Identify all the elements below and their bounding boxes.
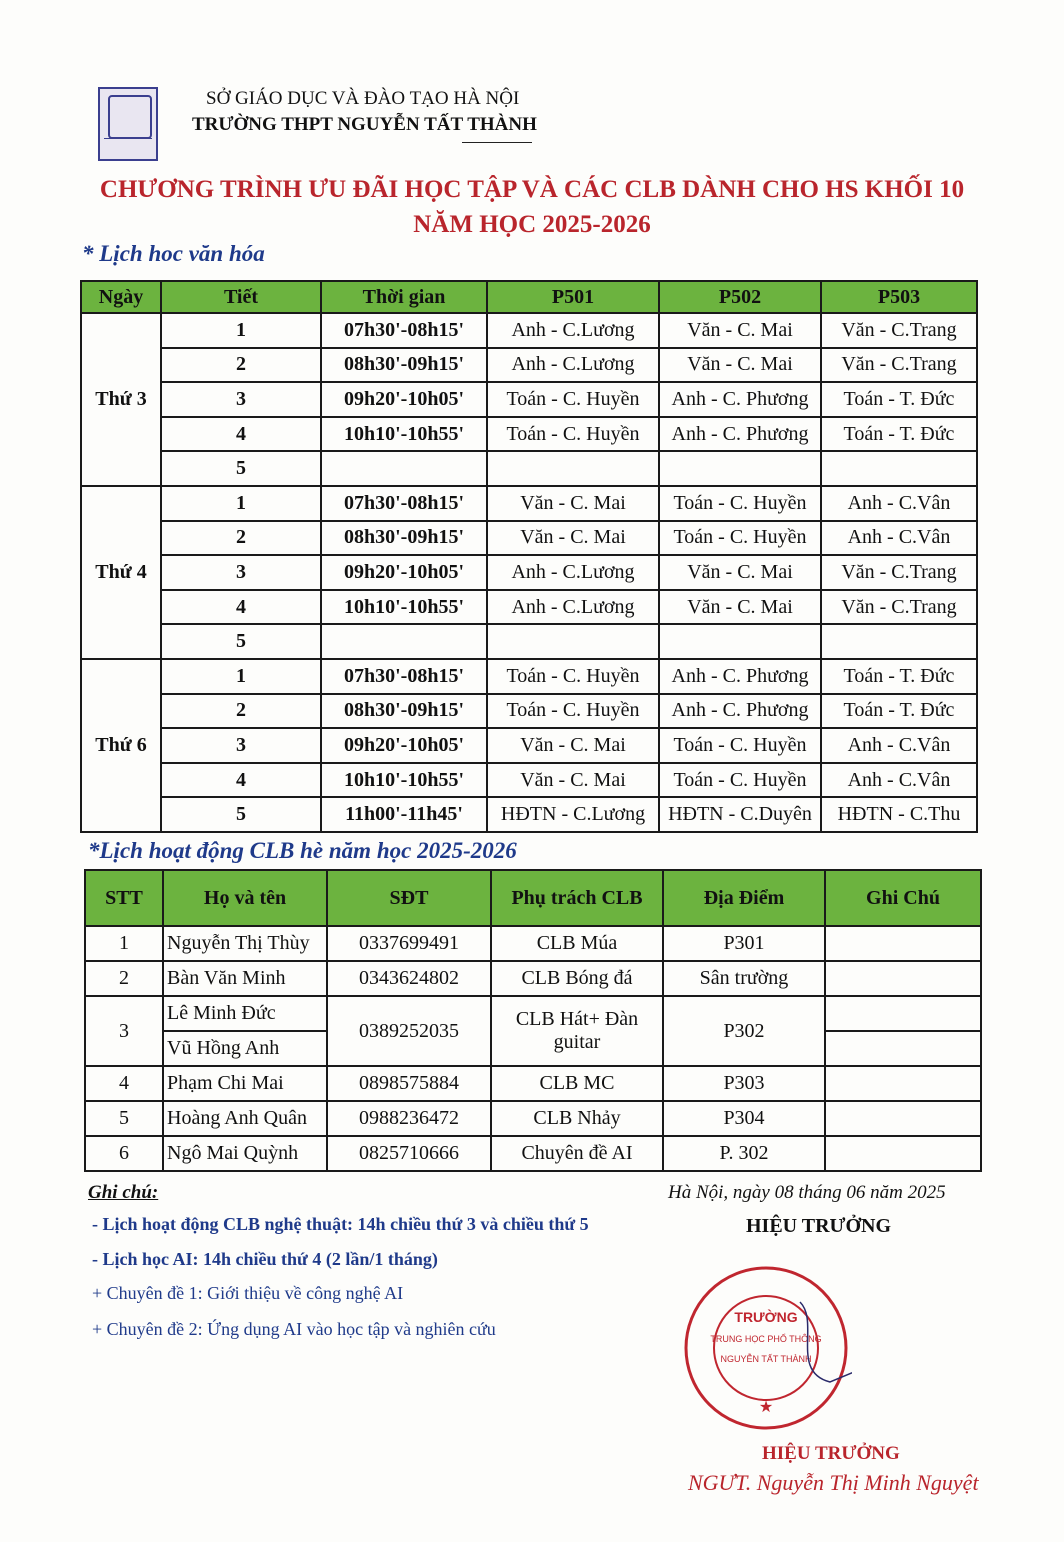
schedule-row	[81, 555, 977, 590]
club-note-cell	[825, 1101, 981, 1136]
club-place-cell: P301	[663, 926, 825, 961]
schedule-room-cell: Văn - C.Trang	[821, 313, 977, 348]
schedule-room-cell: Anh - C. Phương	[659, 659, 821, 694]
clubs-row	[85, 1066, 981, 1101]
clubs-header-cell: Phụ trách CLB	[491, 870, 663, 926]
schedule-room-cell: Văn - C. Mai	[487, 763, 659, 798]
schedule-row	[81, 417, 977, 452]
schedule-room-cell: Văn - C. Mai	[487, 521, 659, 556]
clubs-section-title: *Lịch hoạt động CLB hè năm học 2025-2026	[88, 838, 517, 863]
schedule-time-cell: 10h10'-10h55'	[321, 763, 487, 798]
schedule-room-cell: Anh - C.Lương	[487, 348, 659, 383]
schedule-header-cell: Thời gian	[321, 281, 487, 313]
schedule-room-cell: Toán - C. Huyền	[659, 728, 821, 763]
schedule-period-cell: 4	[161, 763, 321, 798]
schedule-time-cell	[321, 451, 487, 486]
schedule-row	[81, 521, 977, 556]
club-name-cell: Hoàng Anh Quân	[163, 1101, 327, 1136]
schedule-period-cell: 5	[161, 451, 321, 486]
schedule-room-cell: Anh - C.Lương	[487, 590, 659, 625]
page-subtitle: NĂM HỌC 2025-2026	[413, 211, 651, 238]
schedule-room-cell: Văn - C. Mai	[487, 728, 659, 763]
schedule-room-cell	[487, 451, 659, 486]
club-name-cell: Bàn Văn Minh	[163, 961, 327, 996]
clubs-row	[85, 1101, 981, 1136]
signature-title: HIỆU TRƯỞNG	[746, 1215, 892, 1237]
clubs-row	[85, 926, 981, 961]
schedule-room-cell: Văn - C. Mai	[659, 590, 821, 625]
schedule-room-cell: Anh - C.Vân	[821, 728, 977, 763]
schedule-time-cell: 10h10'-10h55'	[321, 590, 487, 625]
club-note-cell	[825, 1066, 981, 1101]
schedule-header-row	[81, 281, 977, 313]
svg-text:NGUYỄN TẤT THÀNH: NGUYỄN TẤT THÀNH	[720, 1354, 812, 1364]
clubs-header-cell: SĐT	[327, 870, 491, 926]
schedule-day-cell: Thứ 3	[81, 313, 161, 486]
club-phone-cell: 0988236472	[327, 1101, 491, 1136]
schedule-row	[81, 659, 977, 694]
schedule-room-cell: Văn - C. Mai	[659, 555, 821, 590]
club-note-cell	[825, 996, 981, 1031]
schedule-room-cell: Văn - C. Mai	[659, 313, 821, 348]
schedule-row	[81, 382, 977, 417]
schedule-room-cell: Văn - C.Trang	[821, 590, 977, 625]
schedule-room-cell: Anh - C.Vân	[821, 521, 977, 556]
notes-label: Ghi chú:	[88, 1182, 159, 1203]
note-item: - Lịch hoạt động CLB nghệ thuật: 14h chiều thứ 3 và chiều thứ 5	[92, 1214, 589, 1234]
schedule-row	[81, 728, 977, 763]
clubs-header-cell: Họ và tên	[163, 870, 327, 926]
signer-title: HIỆU TRƯỞNG	[762, 1443, 900, 1464]
club-name-cell: Ngô Mai Quỳnh	[163, 1136, 327, 1171]
clubs-header-row	[85, 870, 981, 926]
schedule-day-cell: Thứ 4	[81, 486, 161, 659]
schedule-room-cell: Anh - C.Vân	[821, 486, 977, 521]
school-logo-icon	[98, 87, 158, 161]
page-title: CHƯƠNG TRÌNH ƯU ĐÃI HỌC TẬP VÀ CÁC CLB DÀNH CHO HS KHỐI 10	[99, 176, 965, 203]
club-name-cell: Vũ Hồng Anh	[163, 1031, 327, 1066]
club-lead-cell: CLB MC	[491, 1066, 663, 1101]
schedule-time-cell: 07h30'-08h15'	[321, 486, 487, 521]
schedule-row	[81, 348, 977, 383]
class-schedule-table	[80, 280, 978, 833]
club-note-cell	[825, 961, 981, 996]
schedule-time-cell: 08h30'-09h15'	[321, 521, 487, 556]
schedule-header-cell: Tiết	[161, 281, 321, 313]
club-place-cell: P304	[663, 1101, 825, 1136]
club-note-cell	[825, 1031, 981, 1066]
schedule-time-cell: 09h20'-10h05'	[321, 555, 487, 590]
school-seal-icon	[680, 1262, 852, 1434]
schedule-room-cell: Anh - C. Phương	[659, 694, 821, 729]
club-phone-cell: 0343624802	[327, 961, 491, 996]
note-item: + Chuyên đề 2: Ứng dụng AI vào học tập và nghiên cứu	[92, 1319, 496, 1339]
schedule-period-cell: 1	[161, 659, 321, 694]
schedule-row	[81, 694, 977, 729]
schedule-header-cell: Ngày	[81, 281, 161, 313]
club-place-cell: Sân trường	[663, 961, 825, 996]
note-item: + Chuyên đề 1: Giới thiệu về công nghệ AI	[92, 1283, 404, 1303]
schedule-room-cell: HĐTN - C.Thu	[821, 797, 977, 832]
club-stt-cell: 6	[85, 1136, 163, 1171]
schedule-room-cell: Toán - T. Đức	[821, 382, 977, 417]
schedule-period-cell: 3	[161, 382, 321, 417]
org-school: TRƯỜNG THPT NGUYỄN TẤT THÀNH	[192, 114, 537, 135]
schedule-room-cell: Toán - C. Huyền	[487, 694, 659, 729]
club-place-cell: P303	[663, 1066, 825, 1101]
clubs-header-cell: STT	[85, 870, 163, 926]
schedule-room-cell: Toán - T. Đức	[821, 417, 977, 452]
schedule-room-cell: Toán - T. Đức	[821, 694, 977, 729]
schedule-row	[81, 590, 977, 625]
schedule-room-cell	[659, 624, 821, 659]
clubs-row	[85, 961, 981, 996]
schedule-time-cell: 11h00'-11h45'	[321, 797, 487, 832]
schedule-header-cell: P503	[821, 281, 977, 313]
club-note-cell	[825, 926, 981, 961]
schedule-row	[81, 797, 977, 832]
schedule-room-cell: Anh - C. Phương	[659, 382, 821, 417]
schedule-room-cell: Anh - C.Vân	[821, 763, 977, 798]
schedule-room-cell	[821, 451, 977, 486]
club-lead-cell: CLB Bóng đá	[491, 961, 663, 996]
signer-name: NGƯT. Nguyễn Thị Minh Nguyệt	[688, 1470, 979, 1495]
schedule-time-cell: 07h30'-08h15'	[321, 659, 487, 694]
schedule-room-cell	[487, 624, 659, 659]
club-name-cell: Nguyễn Thị Thùy	[163, 926, 327, 961]
schedule-period-cell: 1	[161, 313, 321, 348]
schedule-room-cell: Toán - C. Huyền	[659, 521, 821, 556]
club-phone-cell: 0825710666	[327, 1136, 491, 1171]
schedule-period-cell: 3	[161, 728, 321, 763]
schedule-room-cell: Anh - C. Phương	[659, 417, 821, 452]
schedule-period-cell: 1	[161, 486, 321, 521]
schedule-room-cell	[659, 451, 821, 486]
club-stt-cell: 2	[85, 961, 163, 996]
schedule-room-cell: Anh - C.Lương	[487, 555, 659, 590]
clubs-row	[85, 996, 981, 1031]
schedule-header-cell: P501	[487, 281, 659, 313]
org-department: SỞ GIÁO DỤC VÀ ĐÀO TẠO HÀ NỘI	[206, 88, 520, 109]
schedule-period-cell: 2	[161, 521, 321, 556]
header-underline	[462, 142, 532, 143]
clubs-header-cell: Địa Điểm	[663, 870, 825, 926]
svg-text:TRUNG HỌC PHỔ THÔNG: TRUNG HỌC PHỔ THÔNG	[710, 1334, 822, 1344]
schedule-room-cell: Anh - C.Lương	[487, 313, 659, 348]
schedule-row	[81, 763, 977, 798]
schedule-room-cell: Toán - C. Huyền	[487, 417, 659, 452]
schedule-period-cell: 2	[161, 694, 321, 729]
schedule-header-cell: P502	[659, 281, 821, 313]
club-name-cell: Phạm Chi Mai	[163, 1066, 327, 1101]
club-phone-cell: 0389252035	[327, 996, 491, 1066]
club-name-cell: Lê Minh Đức	[163, 996, 327, 1031]
schedule-period-cell: 3	[161, 555, 321, 590]
svg-text:★: ★	[758, 1399, 774, 1416]
schedule-period-cell: 5	[161, 797, 321, 832]
schedule-period-cell: 2	[161, 348, 321, 383]
club-place-cell: P302	[663, 996, 825, 1066]
schedule-room-cell: Toán - C. Huyền	[659, 763, 821, 798]
signature-date: Hà Nội, ngày 08 tháng 06 năm 2025	[668, 1182, 946, 1203]
club-stt-cell: 4	[85, 1066, 163, 1101]
schedule-section-title: * Lịch hoc văn hóa	[82, 241, 265, 266]
schedule-day-cell: Thứ 6	[81, 659, 161, 832]
schedule-time-cell	[321, 624, 487, 659]
clubs-table	[84, 869, 982, 1172]
svg-text:TRƯỜNG: TRƯỜNG	[734, 1309, 798, 1325]
clubs-row	[85, 1136, 981, 1171]
club-stt-cell: 5	[85, 1101, 163, 1136]
club-lead-cell: CLB Nhảy	[491, 1101, 663, 1136]
schedule-room-cell: HĐTN - C.Duyên	[659, 797, 821, 832]
schedule-room-cell: Toán - C. Huyền	[487, 659, 659, 694]
schedule-period-cell: 4	[161, 417, 321, 452]
schedule-row	[81, 624, 977, 659]
schedule-room-cell: Văn - C.Trang	[821, 348, 977, 383]
schedule-time-cell: 10h10'-10h55'	[321, 417, 487, 452]
schedule-row	[81, 313, 977, 348]
club-lead-cell: CLB Múa	[491, 926, 663, 961]
schedule-room-cell	[821, 624, 977, 659]
club-phone-cell: 0898575884	[327, 1066, 491, 1101]
schedule-time-cell: 07h30'-08h15'	[321, 313, 487, 348]
club-place-cell: P. 302	[663, 1136, 825, 1171]
schedule-time-cell: 09h20'-10h05'	[321, 382, 487, 417]
club-phone-cell: 0337699491	[327, 926, 491, 961]
schedule-time-cell: 08h30'-09h15'	[321, 694, 487, 729]
clubs-header-cell: Ghi Chú	[825, 870, 981, 926]
club-stt-cell: 1	[85, 926, 163, 961]
schedule-room-cell: Văn - C.Trang	[821, 555, 977, 590]
schedule-period-cell: 4	[161, 590, 321, 625]
schedule-row	[81, 486, 977, 521]
club-note-cell	[825, 1136, 981, 1171]
schedule-room-cell: Văn - C. Mai	[659, 348, 821, 383]
schedule-room-cell: Toán - C. Huyền	[487, 382, 659, 417]
club-lead-cell: Chuyên đề AI	[491, 1136, 663, 1171]
schedule-room-cell: HĐTN - C.Lương	[487, 797, 659, 832]
schedule-time-cell: 09h20'-10h05'	[321, 728, 487, 763]
schedule-room-cell: Toán - T. Đức	[821, 659, 977, 694]
schedule-room-cell: Toán - C. Huyền	[659, 486, 821, 521]
schedule-time-cell: 08h30'-09h15'	[321, 348, 487, 383]
schedule-period-cell: 5	[161, 624, 321, 659]
note-item: - Lịch học AI: 14h chiều thứ 4 (2 lần/1 tháng)	[92, 1249, 438, 1269]
club-stt-cell: 3	[85, 996, 163, 1066]
club-lead-cell: CLB Hát+ Đàn guitar	[491, 996, 663, 1066]
schedule-room-cell: Văn - C. Mai	[487, 486, 659, 521]
schedule-row	[81, 451, 977, 486]
